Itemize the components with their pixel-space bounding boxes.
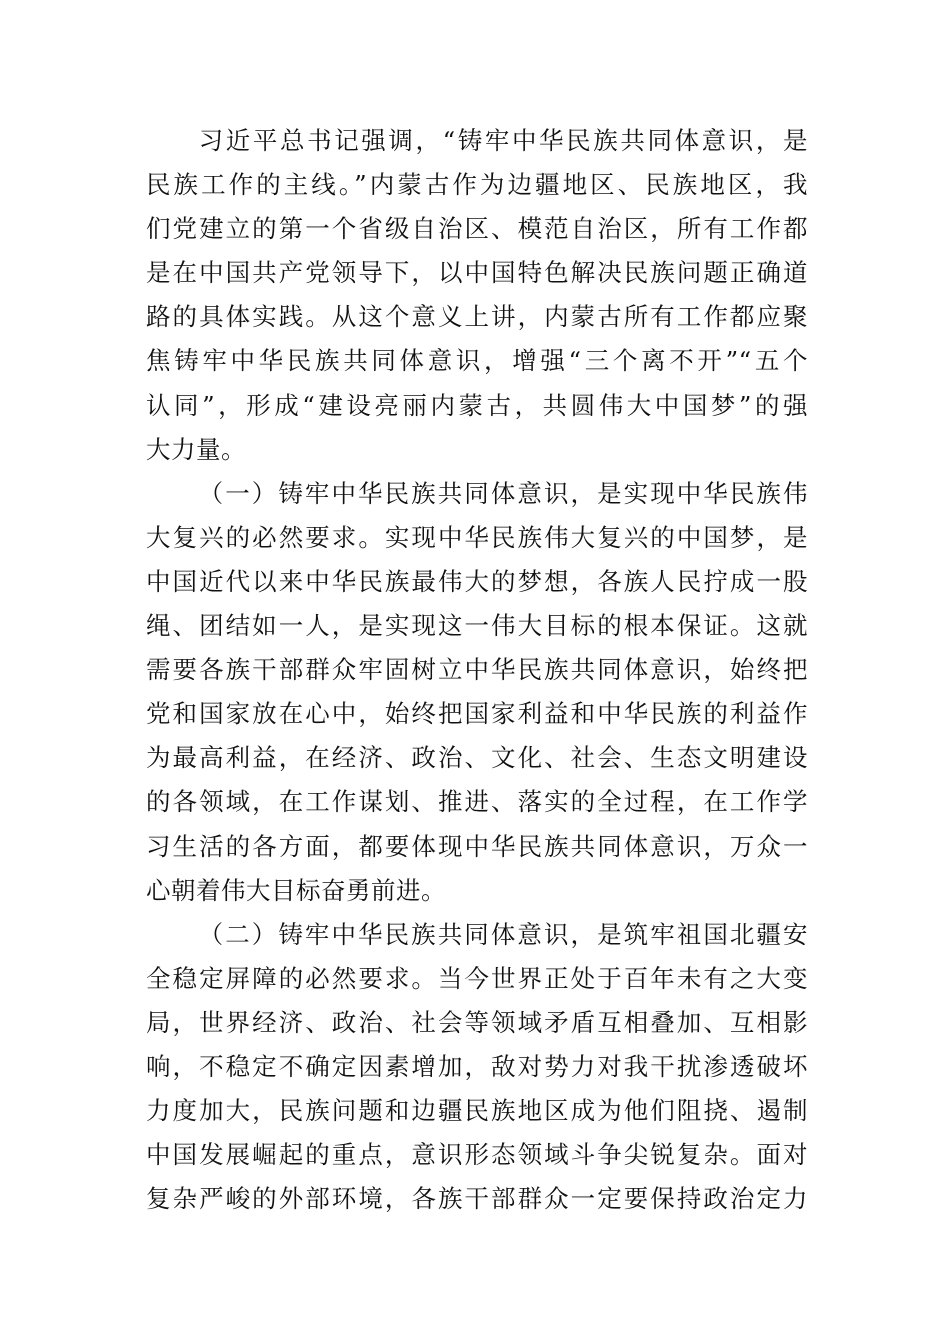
text-line: 局，世界经济、政治、社会等领域矛盾互相叠加、互相影 bbox=[146, 1007, 808, 1037]
paragraph-2 bbox=[146, 472, 808, 913]
text-line: 心朝着伟大目标奋勇前进。 bbox=[146, 875, 446, 905]
text-line: 响，不稳定不确定因素增加，敌对势力对我干扰渗透破坏 bbox=[146, 1051, 808, 1081]
text-line: 焦铸牢中华民族共同体意识，增强“三个离不开”“五个 bbox=[146, 346, 808, 376]
text-line: 认同”，形成“建设亮丽内蒙古，共圆伟大中国梦”的强 bbox=[146, 390, 808, 420]
paragraph-1 bbox=[146, 119, 808, 472]
text-line: 中国发展崛起的重点，意识形态领域斗争尖锐复杂。面对 bbox=[146, 1140, 808, 1170]
text-line: 习生活的各方面，都要体现中华民族共同体意识，万众一 bbox=[146, 831, 808, 861]
text-line: 力度加大，民族问题和边疆民族地区成为他们阻挠、遏制 bbox=[146, 1096, 808, 1126]
text-line: 中国近代以来中华民族最伟大的梦想，各族人民拧成一股 bbox=[146, 566, 808, 596]
document-body bbox=[146, 119, 808, 1221]
text-line: （一）铸牢中华民族共同体意识，是实现中华民族伟 bbox=[198, 478, 808, 508]
text-line: 需要各族干部群众牢固树立中华民族共同体意识，始终把 bbox=[146, 655, 808, 685]
text-line: 的各领域，在工作谋划、推进、落实的全过程，在工作学 bbox=[146, 787, 808, 817]
text-line: 是在中国共产党领导下，以中国特色解决民族问题正确道 bbox=[146, 258, 808, 288]
text-line: 大复兴的必然要求。实现中华民族伟大复兴的中国梦，是 bbox=[146, 522, 808, 552]
text-line: 复杂严峻的外部环境，各族干部群众一定要保持政治定力 bbox=[146, 1184, 808, 1214]
text-line: 为最高利益，在经济、政治、文化、社会、生态文明建设 bbox=[146, 743, 808, 773]
text-line: （二）铸牢中华民族共同体意识，是筑牢祖国北疆安 bbox=[198, 919, 808, 949]
text-line: 党和国家放在心中，始终把国家利益和中华民族的利益作 bbox=[146, 699, 808, 729]
text-line: 全稳定屏障的必然要求。当今世界正处于百年未有之大变 bbox=[146, 963, 808, 993]
text-line: 民族工作的主线。”内蒙古作为边疆地区、民族地区，我 bbox=[146, 170, 808, 200]
paragraph-3 bbox=[146, 913, 808, 1222]
text-line: 们党建立的第一个省级自治区、模范自治区，所有工作都 bbox=[146, 214, 808, 244]
text-line: 路的具体实践。从这个意义上讲，内蒙古所有工作都应聚 bbox=[146, 302, 808, 332]
text-line: 习近平总书记强调，“铸牢中华民族共同体意识，是 bbox=[198, 126, 808, 155]
text-line: 大力量。 bbox=[146, 434, 246, 464]
text-line: 绳、团结如一人，是实现这一伟大目标的根本保证。这就 bbox=[146, 611, 808, 641]
